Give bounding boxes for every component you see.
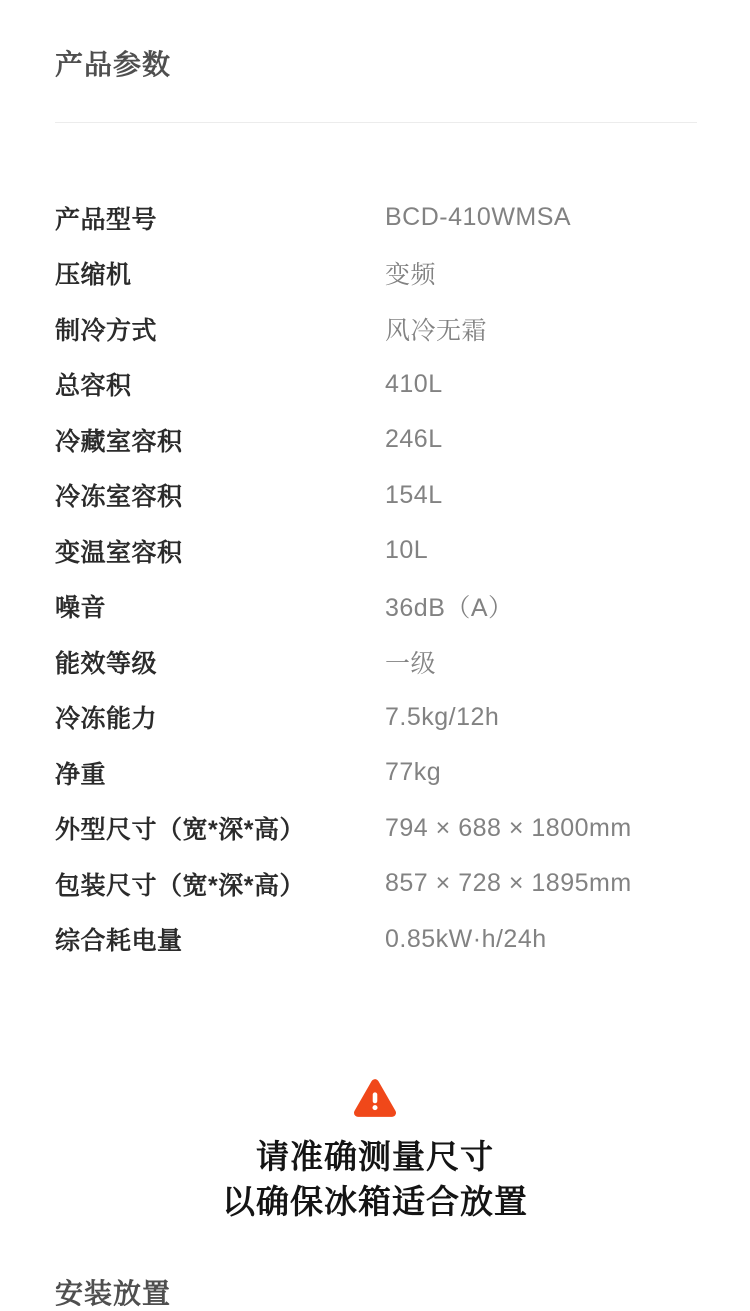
- warning-text-line1: 请准确测量尺寸: [256, 1138, 494, 1175]
- spec-label: 冷冻能力: [55, 705, 158, 734]
- spec-value: 794 × 688 × 1800mm: [385, 813, 632, 842]
- spec-value: 0.85kW·h/24h: [385, 924, 547, 953]
- spec-row: [55, 246, 750, 302]
- spec-value: 风冷无霜: [385, 316, 488, 345]
- spec-row: [55, 801, 750, 857]
- spec-label: 综合耗电量: [55, 927, 183, 956]
- page-title: 产品参数: [55, 49, 172, 80]
- spec-label: 产品型号: [55, 205, 158, 234]
- spec-label: 总容积: [55, 372, 132, 401]
- spec-row: [55, 912, 750, 968]
- spec-label: 外型尺寸（宽*深*高）: [55, 816, 305, 845]
- spec-value: 410L: [385, 369, 443, 398]
- spec-table: [55, 190, 750, 967]
- spec-label: 包装尺寸（宽*深*高）: [55, 871, 305, 900]
- measurement-warning: [0, 1078, 750, 1224]
- spec-label: 冷冻室容积: [55, 483, 183, 512]
- spec-row: [55, 357, 750, 413]
- spec-label: 噪音: [55, 594, 107, 623]
- spec-value: 36dB（A）: [385, 594, 514, 623]
- spec-value: 857 × 728 × 1895mm: [385, 869, 632, 898]
- spec-row: [55, 190, 750, 246]
- spec-row: [55, 412, 750, 468]
- spec-label: 制冷方式: [55, 316, 158, 345]
- spec-value: 7.5kg/12h: [385, 702, 500, 731]
- spec-row: [55, 579, 750, 635]
- spec-value: 一级: [385, 649, 437, 678]
- spec-value: 变频: [385, 261, 437, 290]
- warning-triangle-icon: [354, 1078, 396, 1118]
- title-divider: [55, 122, 697, 123]
- spec-label: 净重: [55, 760, 107, 789]
- spec-label: 冷藏室容积: [55, 427, 183, 456]
- spec-row: [55, 468, 750, 524]
- spec-value: BCD-410WMSA: [385, 203, 572, 232]
- spec-label: 能效等级: [55, 649, 158, 678]
- spec-value: 10L: [385, 536, 429, 565]
- spec-value: 77kg: [385, 758, 442, 787]
- spec-row: [55, 301, 750, 357]
- spec-value: 246L: [385, 425, 443, 454]
- next-section-title: 安装放置: [55, 1278, 172, 1309]
- spec-row: [55, 690, 750, 746]
- spec-label: 变温室容积: [55, 538, 183, 567]
- spec-label: 压缩机: [55, 261, 132, 290]
- spec-value: 154L: [385, 480, 443, 509]
- warning-text-line2: 以确保冰箱适合放置: [222, 1183, 528, 1220]
- spec-row: [55, 856, 750, 912]
- spec-row: [55, 745, 750, 801]
- spec-row: [55, 523, 750, 579]
- spec-row: [55, 634, 750, 690]
